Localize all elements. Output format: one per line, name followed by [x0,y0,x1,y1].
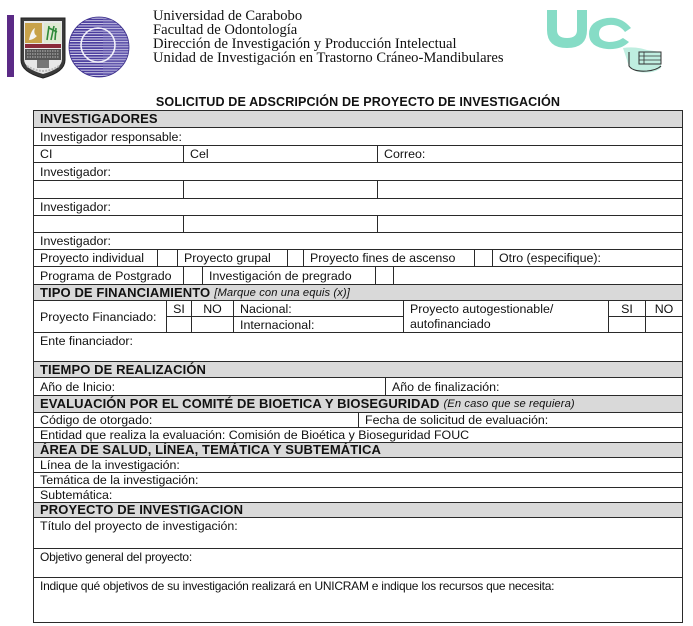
investigador-1-cel-field[interactable] [183,180,378,199]
field-label: Correo: [384,147,426,161]
proyecto-individual-checkbox[interactable] [157,249,178,267]
label-text: Objetivo general del proyecto: [40,550,192,564]
entidad-evaluacion-text [33,427,683,443]
otro-especifique-field[interactable] [492,249,683,267]
investigador-1-ci-field[interactable] [33,180,184,199]
section-header-proyecto [33,502,683,518]
section-title: INVESTIGADORES [40,111,158,126]
proyecto-ascenso-checkbox[interactable] [474,249,493,267]
objetivos-recursos-field[interactable] [33,577,683,623]
label-text: Fecha de solicitud de evaluación: [365,413,549,427]
label-text: SI [621,301,633,316]
label-text: Proyecto grupal [184,251,271,265]
label-text: Proyecto fines de ascenso [310,251,456,265]
proyecto-individual-label [33,249,158,267]
label-text: Internacional: [240,317,315,332]
programa-postgrado-checkbox[interactable] [183,266,203,285]
fecha-solicitud-field[interactable] [358,412,683,428]
cel-field[interactable] [183,145,378,163]
form-title: SOLICITUD DE ADSCRIPCIÓN DE PROYECTO DE INVESTIGACIÓN [155,95,561,109]
institution-line-direction: Dirección de Investigación y Producción Intelectual [153,36,457,52]
label-text: Investigación de pregrado [209,268,352,283]
financiado-si-header [166,300,192,317]
university-seal-logo [19,16,67,80]
autogestionable-no-header [645,300,683,317]
label-text: Programa de Postgrado [40,268,172,283]
proyecto-financiado-label [33,300,167,333]
institution-line-university: Universidad de Carabobo [153,8,303,24]
label-text: Línea de la investigación: [40,458,180,472]
label-text: Año de Inicio: [40,379,116,394]
financiado-no-checkbox[interactable] [191,316,234,333]
financiado-si-checkbox[interactable] [166,316,192,333]
section-header-financiamiento [33,284,683,301]
proyecto-ascenso-label [303,249,475,267]
investigador-3-field[interactable] [33,232,683,250]
investigador-1-correo-field[interactable] [377,180,683,199]
label-text: Indique qué objetivos de su investigación realizará en UNICRAM e indique los recursos que necesita: [40,579,555,593]
section-header-tiempo [33,361,683,378]
label-text: NO [203,301,222,316]
investigador-2-cel-field[interactable] [183,215,378,233]
investigacion-pregrado-label [202,266,376,285]
investigacion-pregrado-checkbox[interactable] [375,266,394,285]
field-label: Cel [190,147,209,161]
linea-investigacion-field[interactable] [33,457,683,473]
section-title: EVALUACIÓN POR EL COMITÉ DE BIOETICA Y BIOSEGURIDAD [40,396,440,411]
autogestionable-si-checkbox[interactable] [608,316,646,333]
investigador-1-field[interactable] [33,162,683,181]
investigador-2-correo-field[interactable] [377,215,683,233]
proyecto-grupal-checkbox[interactable] [287,249,304,267]
codigo-otorgado-field[interactable] [33,412,359,428]
label-text: Temática de la investigación: [40,473,199,487]
label-text: SI [173,301,185,316]
tematica-investigacion-field[interactable] [33,472,683,488]
programa-postgrado-label [33,266,184,285]
section-title: ÁREA DE SALUD, LÍNEA, TEMÁTICA Y SUBTEMÁTICA [40,442,381,457]
field-label: CI [40,147,53,161]
striped-circle-logo [67,16,131,78]
autogestionable-si-header [608,300,646,317]
section-note: (En caso que se requiera) [443,398,575,410]
field-label: Investigador: [40,234,111,248]
section-header-investigadores [33,110,683,128]
autogestionable-no-checkbox[interactable] [645,316,683,333]
ano-inicio-field[interactable] [33,377,386,396]
institution-header [153,9,504,65]
label-text: Año de finalización: [392,379,500,394]
investigador-responsable-field[interactable] [33,127,683,146]
label-text: Proyecto autogestionable/ autofinanciado [410,301,554,331]
field-label: Investigador responsable: [40,129,182,144]
objetivo-general-field[interactable] [33,548,683,578]
correo-field[interactable] [377,145,683,163]
section-note: [Marque con una equis (x)] [214,286,350,299]
label-text: Otro (especifique): [499,251,601,265]
section-header-area [33,442,683,458]
financiado-no-header [191,300,234,317]
section-title: TIEMPO DE REALIZACIÓN [40,361,207,377]
uc-unicram-logo [543,8,671,80]
section-title: TIPO DE FINANCIAMIENTO [40,284,211,300]
label-text: Subtemática: [40,488,113,502]
label-text: Nacional: [240,301,292,316]
autogestionable-label [403,300,609,333]
titulo-proyecto-field[interactable] [33,517,683,549]
section-header-evaluacion [33,395,683,413]
label-text: NO [654,301,674,316]
label-text: Proyecto individual [40,251,145,265]
section-title: PROYECTO DE INVESTIGACION [40,502,244,517]
institution-line-faculty: Facultad de Odontología [153,22,298,38]
programa-blank-cell [393,266,683,285]
proyecto-grupal-label [177,249,288,267]
label-text: Proyecto Financiado: [40,309,157,324]
label-text: Ente financiador: [40,334,133,348]
internacional-field[interactable] [233,316,404,333]
ano-finalizacion-field[interactable] [385,377,683,396]
purple-bar-logo [7,15,14,77]
nacional-field[interactable] [233,300,404,317]
label-text: Código de otorgado: [40,413,153,427]
ci-field[interactable] [33,145,184,163]
institution-line-unit: Unidad de Investigación en Trastorno Cráneo-Mandibulares [153,50,504,66]
investigador-2-field[interactable] [33,198,683,216]
label-text: Entidad que realiza la evaluación: Comisión de Bioética y Bioseguridad FOUC [40,428,470,442]
subtematica-field[interactable] [33,487,683,503]
ente-financiador-field[interactable] [33,332,683,362]
investigador-2-ci-field[interactable] [33,215,184,233]
label-text: Título del proyecto de investigación: [40,519,238,533]
field-label: Investigador: [40,200,111,214]
field-label: Investigador: [40,164,111,179]
